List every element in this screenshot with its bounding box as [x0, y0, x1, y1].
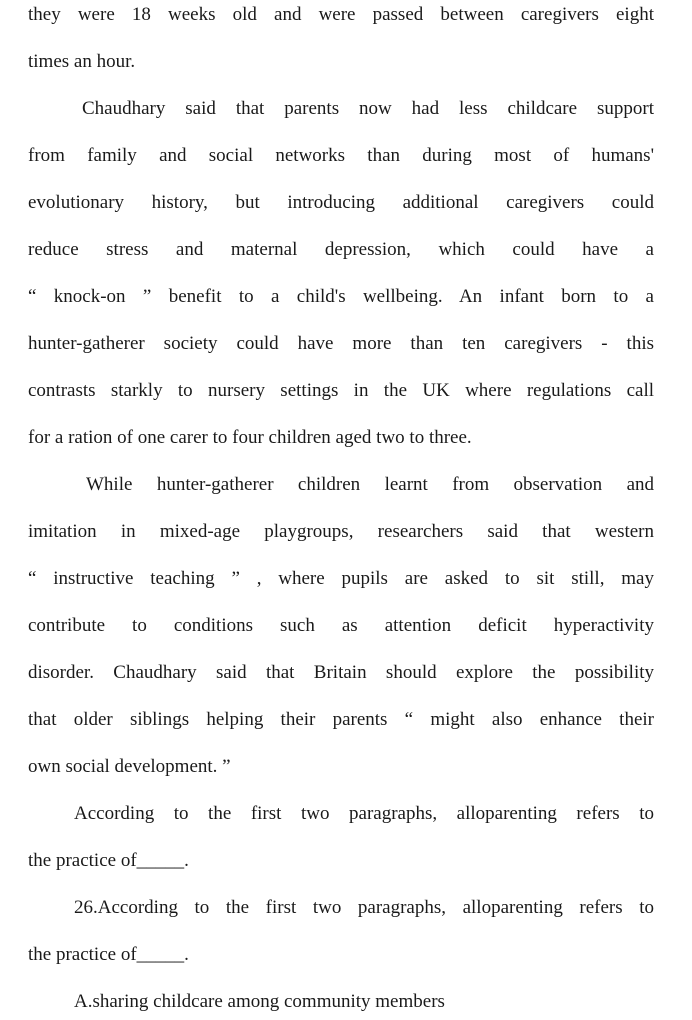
text-line-8: hunter-gatherer society could have more than ten caregivers - this	[28, 333, 654, 354]
question-blank-line: the practice of_____.	[28, 850, 189, 871]
text-line-10: for a ration of one carer to four children aged two to three.	[28, 427, 472, 448]
text-line-13: “ instructive teaching ” , where pupils are asked to sit still, may	[28, 568, 654, 589]
text-line-14: contribute to conditions such as attention deficit hyperactivity	[28, 615, 654, 636]
paragraph-start-while: While hunter-gatherer children learnt from observation and	[86, 474, 654, 495]
text-line-9: contrasts starkly to nursery settings in the UK where regulations call	[28, 380, 654, 401]
option-a: A.sharing childcare among community members	[74, 991, 445, 1012]
question-26-blank-line: the practice of_____.	[28, 944, 189, 965]
text-line-2: times an hour.	[28, 51, 136, 72]
text-line-16: that older siblings helping their parents “ might also enhance their	[28, 709, 654, 730]
text-line-17: own social development. ”	[28, 756, 231, 777]
text-line-15: disorder. Chaudhary said that Britain should explore the possibility	[28, 662, 654, 683]
question-text: According to the first two paragraphs, alloparenting refers to	[74, 803, 654, 824]
text-line-1: they were 18 weeks old and were passed between caregivers eight	[28, 4, 654, 25]
text-line-12: imitation in mixed-age playgroups, researchers said that western	[28, 521, 654, 542]
text-line-4: from family and social networks than during most of humans'	[28, 145, 654, 166]
question-26-text: 26.According to the first two paragraphs, alloparenting refers to	[74, 897, 654, 918]
text-line-5: evolutionary history, but introducing additional caregivers could	[28, 192, 654, 213]
text-line-7: “ knock-on ” benefit to a child's wellbeing. An infant born to a	[28, 286, 654, 307]
text-line-6: reduce stress and maternal depression, which could have a	[28, 239, 654, 260]
paragraph-start-chaudhary: Chaudhary said that parents now had less childcare support	[82, 98, 654, 119]
